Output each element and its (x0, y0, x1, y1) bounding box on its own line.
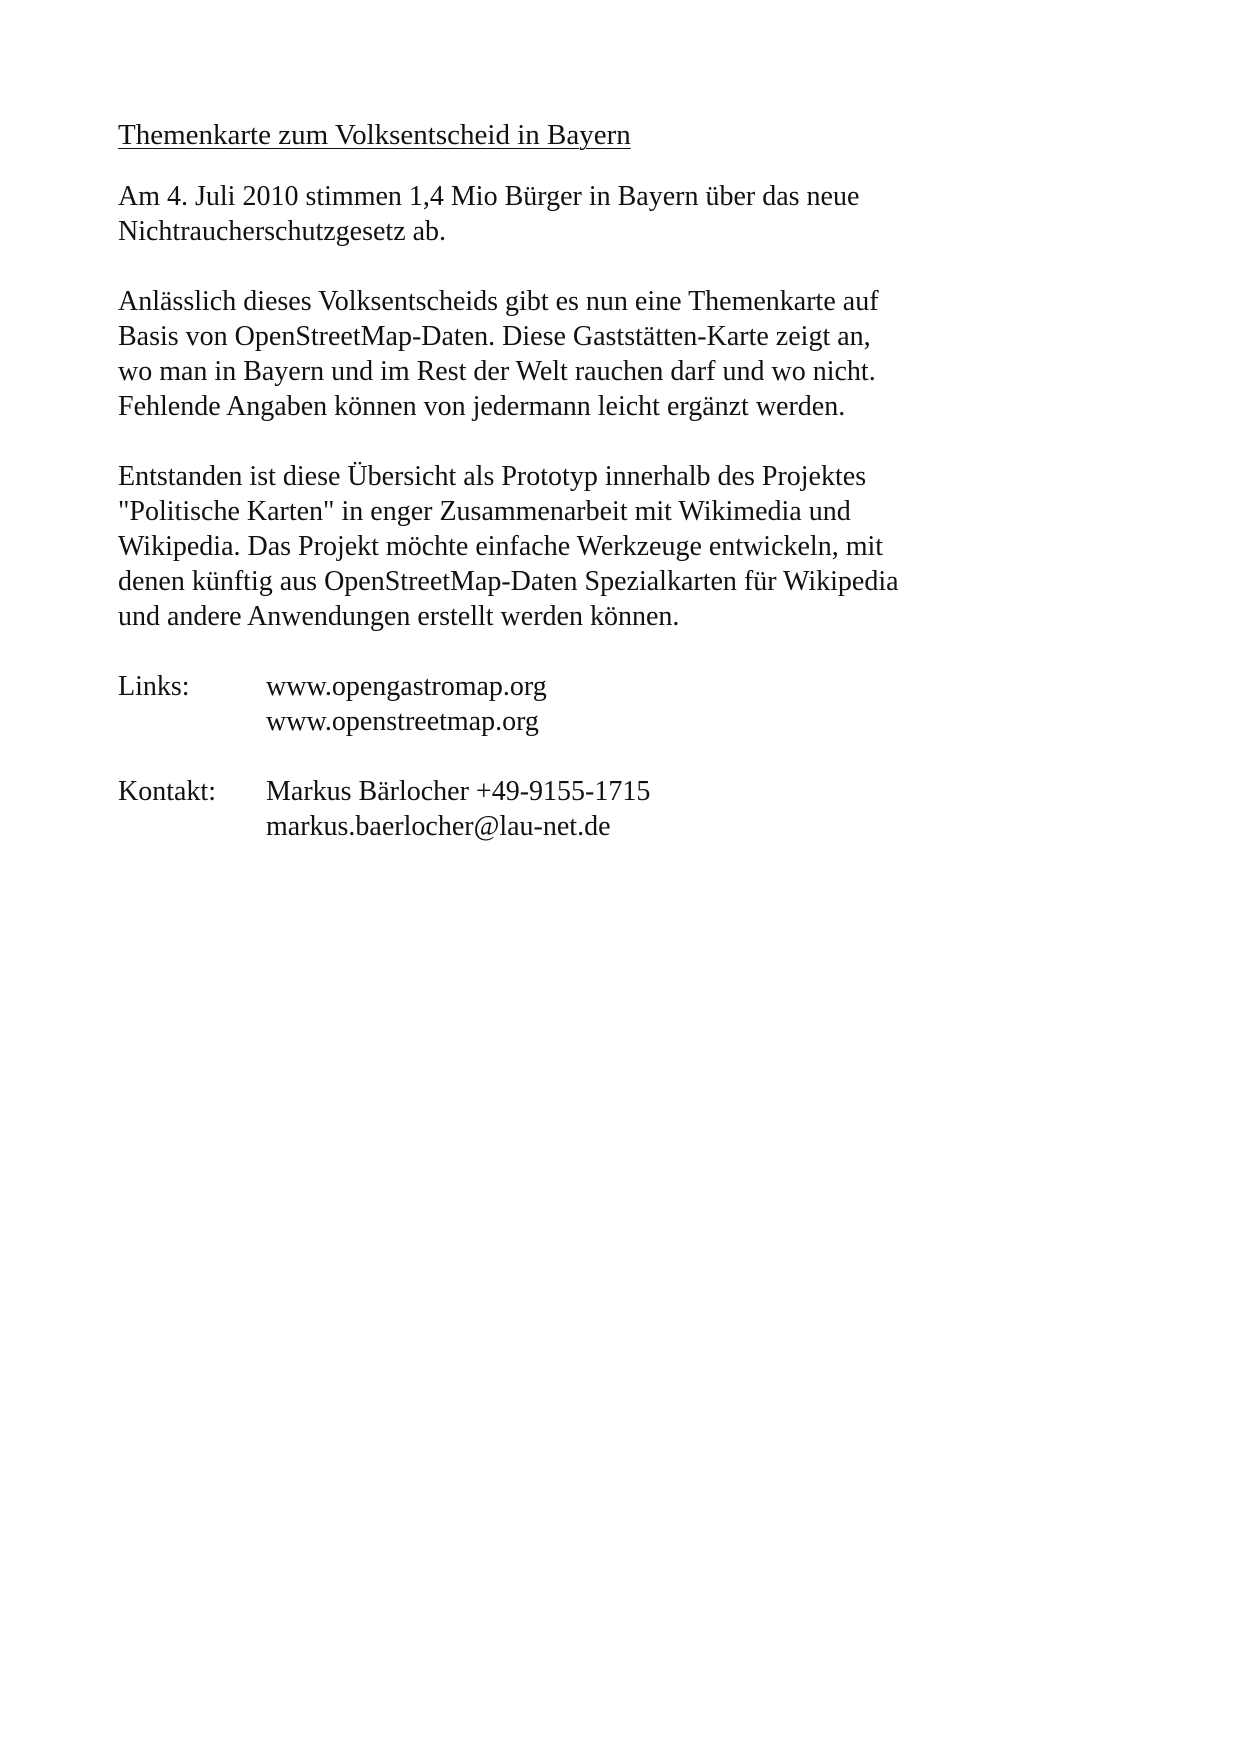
contact-label: Kontakt: (118, 776, 216, 807)
document-body (118, 118, 978, 879)
links-section (118, 669, 978, 739)
paragraph-line: und andere Anwendungen erstellt werden können. (118, 601, 680, 632)
paragraph-project (118, 459, 978, 634)
contact-details (266, 774, 978, 844)
paragraph-map-info (118, 284, 978, 424)
paragraph-line: "Politische Karten" in enger Zusammenarbeit mit Wikimedia und (118, 496, 851, 527)
contact-email[interactable]: markus.baerlocher@lau-net.de (266, 811, 611, 842)
contact-section (118, 774, 978, 844)
link-openstreetmap[interactable]: www.openstreetmap.org (266, 706, 539, 737)
paragraph-intro (118, 179, 978, 249)
links-list (266, 669, 978, 739)
paragraph-line: Wikipedia. Das Projekt möchte einfache Werkzeuge entwickeln, mit (118, 531, 884, 562)
links-label: Links: (118, 671, 190, 702)
document-title: Themenkarte zum Volksentscheid in Bayern (118, 119, 631, 151)
paragraph-line: wo man in Bayern und im Rest der Welt rauchen darf und wo nicht. (118, 356, 876, 387)
paragraph-line: Fehlende Angaben können von jedermann leicht ergänzt werden. (118, 391, 846, 422)
paragraph-line: Am 4. Juli 2010 stimmen 1,4 Mio Bürger in Bayern über das neue (118, 181, 860, 212)
paragraph-line: Nichtraucherschutzgesetz ab. (118, 216, 447, 247)
link-opengastromap[interactable]: www.opengastromap.org (266, 671, 547, 702)
paragraph-line: Basis von OpenStreetMap-Daten. Diese Gaststätten-Karte zeigt an, (118, 321, 871, 352)
paragraph-line: Anlässlich dieses Volksentscheids gibt es nun eine Themenkarte auf (118, 286, 879, 317)
paragraph-line: denen künftig aus OpenStreetMap-Daten Spezialkarten für Wikipedia (118, 566, 899, 597)
contact-name-phone: Markus Bärlocher +49-9155-1715 (266, 776, 651, 807)
paragraph-line: Entstanden ist diese Übersicht als Prototyp innerhalb des Projektes (118, 461, 867, 492)
